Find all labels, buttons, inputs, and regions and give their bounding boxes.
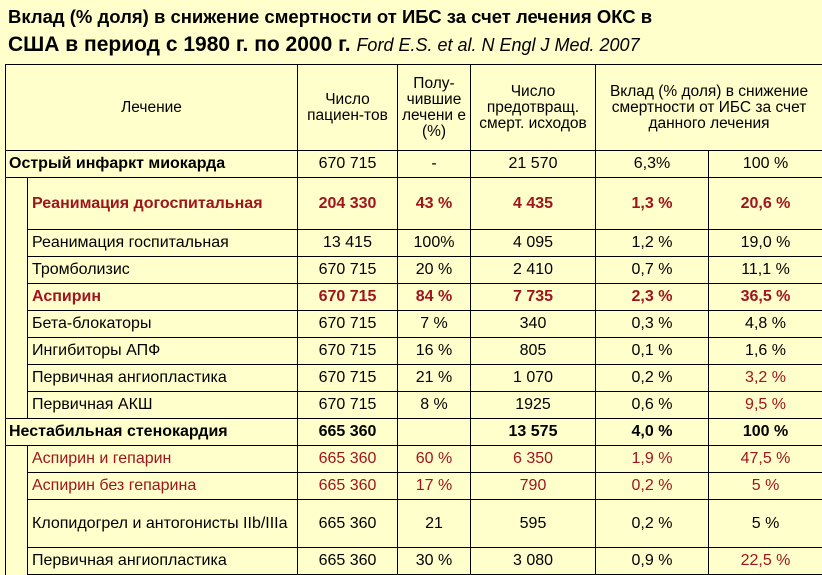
indent-cell [6, 178, 28, 419]
cell-patients: 665 360 [298, 419, 398, 446]
cell-pct: 0,2 % [596, 500, 709, 548]
cell-received: 60 % [398, 446, 471, 473]
table-row [6, 365, 822, 392]
header-received: Полу-чившие лечени е (%) [398, 65, 471, 151]
row-label: Аспирин и гепарин [28, 446, 298, 473]
mortality-table [5, 64, 822, 575]
cell-prevented: 2 410 [471, 257, 596, 284]
cell-patients: 204 330 [298, 178, 398, 230]
title-reference: Ford E.S. et al. N Engl J Med. 2007 [356, 35, 639, 55]
cell-share: 20,6 % [709, 178, 822, 230]
cell-received: 43 % [398, 178, 471, 230]
row-label: Реанимация госпитальная [28, 230, 298, 257]
cell-prevented: 6 350 [471, 446, 596, 473]
table-row [6, 257, 822, 284]
cell-patients: 670 715 [298, 151, 398, 178]
cell-pct: 4,0 % [596, 419, 709, 446]
cell-patients: 665 360 [298, 548, 398, 575]
row-label: Первичная ангиопластика [28, 548, 298, 575]
cell-received: 17 % [398, 473, 471, 500]
cell-prevented: 1925 [471, 392, 596, 419]
cell-share: 36,5 % [709, 284, 822, 311]
cell-received [398, 419, 471, 446]
cell-patients: 13 415 [298, 230, 398, 257]
table-row [6, 500, 822, 548]
header-row [6, 65, 822, 151]
cell-share: 22,5 % [709, 548, 822, 575]
cell-prevented: 21 570 [471, 151, 596, 178]
table-row [6, 392, 822, 419]
table-row [6, 446, 822, 473]
table-row [6, 473, 822, 500]
cell-pct: 0,3 % [596, 311, 709, 338]
cell-patients: 665 360 [298, 500, 398, 548]
cell-pct: 0,1 % [596, 338, 709, 365]
row-label: Первичная ангиопластика [28, 365, 298, 392]
cell-share: 5 % [709, 500, 822, 548]
row-label: Первичная АКШ [28, 392, 298, 419]
cell-prevented: 1 070 [471, 365, 596, 392]
cell-received: 84 % [398, 284, 471, 311]
cell-received: 100% [398, 230, 471, 257]
group-label: Нестабильная стенокардия [6, 419, 298, 446]
row-label: Клопидогрел и антогонисты IIb/IIIa [28, 500, 298, 548]
table-row [6, 548, 822, 575]
cell-patients: 665 360 [298, 473, 398, 500]
cell-prevented: 805 [471, 338, 596, 365]
cell-pct: 1,9 % [596, 446, 709, 473]
cell-share: 9,5 % [709, 392, 822, 419]
cell-share: 19,0 % [709, 230, 822, 257]
title-line-2 [8, 33, 818, 57]
cell-prevented: 790 [471, 473, 596, 500]
group-label: Острый инфаркт миокарда [6, 151, 298, 178]
table-row [6, 230, 822, 257]
header-patients: Число пациен-тов [298, 65, 398, 151]
cell-share: 100 % [709, 419, 822, 446]
cell-received: - [398, 151, 471, 178]
table-row [6, 311, 822, 338]
cell-received: 16 % [398, 338, 471, 365]
title-line-1: Вклад (% доля) в снижение смертности от ИБС за счет лечения ОКС в [8, 6, 818, 28]
row-label: Тромболизис [28, 257, 298, 284]
cell-share: 1,6 % [709, 338, 822, 365]
cell-patients: 670 715 [298, 365, 398, 392]
title-main: США в период с 1980 г. по 2000 г. [8, 33, 351, 56]
cell-share: 100 % [709, 151, 822, 178]
cell-prevented: 3 080 [471, 548, 596, 575]
row-label: Аспирин без гепарина [28, 473, 298, 500]
cell-pct: 0,7 % [596, 257, 709, 284]
table-row [6, 178, 822, 230]
table-row-ami [6, 151, 822, 178]
table-row [6, 338, 822, 365]
cell-patients: 665 360 [298, 446, 398, 473]
cell-prevented: 4 435 [471, 178, 596, 230]
cell-patients: 670 715 [298, 392, 398, 419]
cell-pct: 0,6 % [596, 392, 709, 419]
cell-patients: 670 715 [298, 257, 398, 284]
cell-prevented: 4 095 [471, 230, 596, 257]
cell-share: 5 % [709, 473, 822, 500]
cell-received: 7 % [398, 311, 471, 338]
row-label: Реанимация догоспитальная [28, 178, 298, 230]
cell-pct: 6,3% [596, 151, 709, 178]
cell-pct: 1,2 % [596, 230, 709, 257]
cell-share: 47,5 % [709, 446, 822, 473]
cell-prevented: 13 575 [471, 419, 596, 446]
row-label: Бета-блокаторы [28, 311, 298, 338]
cell-patients: 670 715 [298, 311, 398, 338]
cell-patients: 670 715 [298, 284, 398, 311]
cell-share: 11,1 % [709, 257, 822, 284]
table-row [6, 284, 822, 311]
header-contribution: Вклад (% доля) в снижение смертности от ИБС за счет данного лечения [596, 65, 822, 151]
row-label: Аспирин [28, 284, 298, 311]
cell-pct: 0,2 % [596, 473, 709, 500]
cell-pct: 1,3 % [596, 178, 709, 230]
cell-patients: 670 715 [298, 338, 398, 365]
cell-prevented: 7 735 [471, 284, 596, 311]
indent-cell [6, 446, 28, 575]
cell-received: 30 % [398, 548, 471, 575]
cell-received: 8 % [398, 392, 471, 419]
header-prevented: Число предотвращ. смерт. исходов [471, 65, 596, 151]
cell-pct: 0,9 % [596, 548, 709, 575]
cell-prevented: 595 [471, 500, 596, 548]
cell-received: 21 [398, 500, 471, 548]
cell-prevented: 340 [471, 311, 596, 338]
cell-received: 20 % [398, 257, 471, 284]
header-treatment: Лечение [6, 65, 298, 151]
cell-pct: 2,3 % [596, 284, 709, 311]
cell-received: 21 % [398, 365, 471, 392]
cell-pct: 0,2 % [596, 365, 709, 392]
cell-share: 3,2 % [709, 365, 822, 392]
table-row-unstable-angina [6, 419, 822, 446]
row-label: Ингибиторы АПФ [28, 338, 298, 365]
cell-share: 4,8 % [709, 311, 822, 338]
